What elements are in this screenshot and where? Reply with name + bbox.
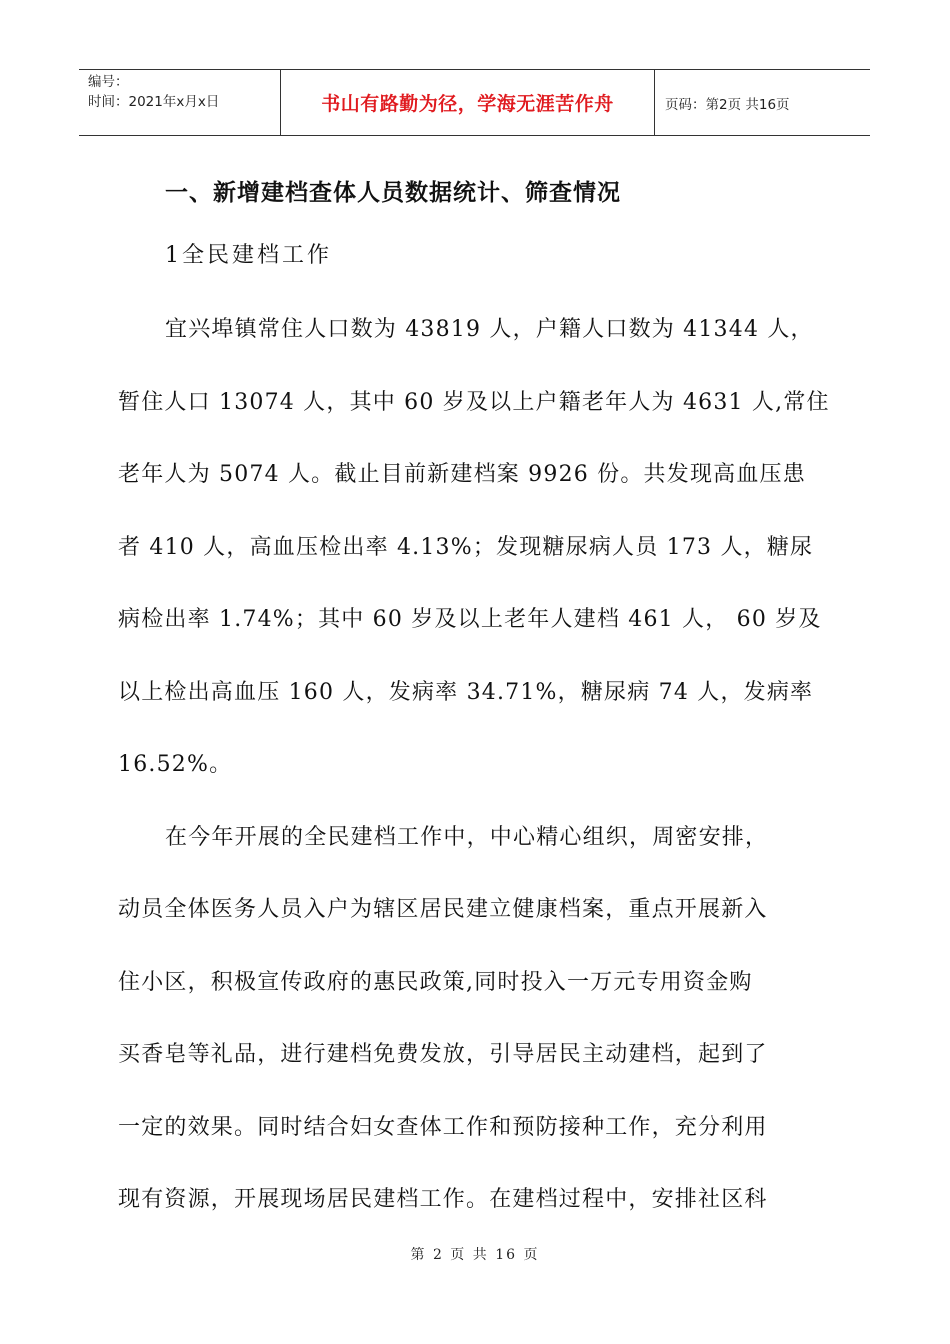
paragraph-line: 者 410 人，高血压检出率 4.13%；发现糖尿病人员 173 人，糖尿 [118, 534, 814, 560]
subsection-heading: 1全民建档工作 [165, 243, 332, 268]
section-heading: 一、新增建档查体人员数据统计、筛查情况 [165, 180, 621, 206]
header-motto-cell [281, 70, 655, 135]
paragraph-statistics [118, 294, 836, 802]
paragraph-line: 以上检出高血压 160 人，发病率 34.71%，糖尿病 74 人，发病率 [118, 679, 814, 705]
paragraph-line: 住小区，积极宣传政府的惠民政策,同时投入一万元专用资金购 [118, 969, 753, 995]
page-footer: 第 2 页 共 16 页 [410, 1247, 540, 1263]
document-time-label: 时间：2021年x月x日 [88, 94, 220, 110]
document-number-label: 编号： [88, 74, 129, 90]
page-header [79, 69, 870, 136]
paragraph-line: 病检出率 1.74%；其中 60 岁及以上老年人建档 461 人， 60 岁及 [118, 607, 822, 632]
paragraph-line: 一定的效果。同时结合妇女查体工作和预防接种工作，充分利用 [118, 1114, 768, 1140]
paragraph-line: 动员全体医务人员入户为辖区居民建立健康档案，重点开展新入 [118, 897, 768, 922]
paragraph-line: 老年人为 5074 人。截止目前新建档案 9926 份。共发现高血压患 [118, 462, 806, 487]
header-motto: 书山有路勤为径，学海无涯苦作舟 [321, 93, 614, 115]
header-page-cell [655, 70, 870, 135]
header-page-info: 页码：第2页 共16页 [665, 96, 790, 113]
paragraph-line: 在今年开展的全民建档工作中，中心精心组织，周密安排， [165, 824, 769, 850]
paragraph-line: 现有资源，开展现场居民建档工作。在建档过程中，安排社区科 [118, 1187, 768, 1212]
paragraph-line: 暂住人口 13074 人，其中 60 岁及以上户籍老年人为 4631 人,常住 [118, 389, 830, 415]
document-body [118, 168, 836, 1237]
header-meta-cell [79, 70, 281, 135]
paragraph-line: 宜兴埠镇常住人口数为 43819 人，户籍人口数为 41344 人， [165, 317, 814, 342]
paragraph-line: 买香皂等礼品，进行建档免费发放，引导居民主动建档，起到了 [118, 1042, 768, 1067]
paragraph-work-description [118, 802, 836, 1237]
paragraph-line: 16.52%。 [118, 752, 233, 777]
